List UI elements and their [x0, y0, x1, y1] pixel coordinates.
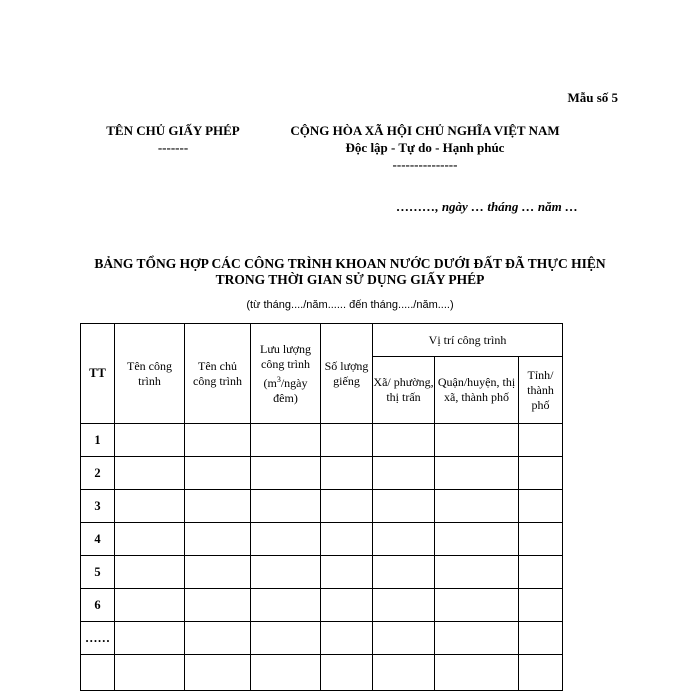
table-cell	[519, 424, 563, 457]
table-cell	[321, 457, 373, 490]
row-number: 5	[81, 556, 115, 589]
table-cell	[519, 490, 563, 523]
header-owner-name: Tên chủ công trình	[185, 324, 251, 424]
table-cell	[435, 622, 519, 655]
table-cell	[185, 424, 251, 457]
table-cell	[321, 556, 373, 589]
table-cell	[115, 655, 185, 691]
table-body	[81, 424, 563, 691]
table-row	[81, 655, 563, 691]
header-location: Vị trí công trình	[373, 324, 563, 357]
table-cell	[373, 622, 435, 655]
date-line: ………, ngày … tháng … năm …	[396, 199, 578, 214]
table-row	[81, 622, 563, 655]
table-cell	[435, 556, 519, 589]
table-cell	[251, 556, 321, 589]
table-cell	[373, 424, 435, 457]
header-commune: Xã/ phường, thị trấn	[373, 357, 435, 424]
table-cell	[185, 622, 251, 655]
table-cell	[251, 424, 321, 457]
table-cell	[185, 490, 251, 523]
table-cell	[185, 523, 251, 556]
row-number: 6	[81, 589, 115, 622]
title-line-1: BẢNG TỔNG HỢP CÁC CÔNG TRÌNH KHOAN NƯỚC DƯỚI ĐẤT ĐÃ THỰC HIỆN	[94, 256, 606, 271]
table-cell	[373, 523, 435, 556]
table-cell	[251, 589, 321, 622]
table-cell	[435, 589, 519, 622]
table-cell	[115, 622, 185, 655]
national-header	[260, 122, 590, 173]
national-motto: Độc lập - Tự do - Hạnh phúc	[345, 140, 505, 155]
flow-rate-superscript: 3	[276, 374, 281, 384]
table-cell	[251, 457, 321, 490]
table-cell	[435, 655, 519, 691]
table-cell	[373, 655, 435, 691]
row-number: 1	[81, 424, 115, 457]
table-cell	[321, 490, 373, 523]
table-cell	[185, 589, 251, 622]
table-cell	[435, 523, 519, 556]
table-cell	[373, 556, 435, 589]
summary-table	[80, 323, 563, 691]
table-cell	[321, 655, 373, 691]
flow-rate-text: Lưu lượng công trình (m	[259, 341, 312, 390]
table-cell	[519, 523, 563, 556]
title-line-2: TRONG THỜI GIAN SỬ DỤNG GIẤY PHÉP	[215, 272, 485, 287]
row-number: 3	[81, 490, 115, 523]
permit-holder-title: TÊN CHỦ GIẤY PHÉP	[106, 123, 240, 138]
table-cell	[185, 556, 251, 589]
table-cell	[115, 490, 185, 523]
table-row	[81, 556, 563, 589]
row-number: 2	[81, 457, 115, 490]
table-cell	[435, 424, 519, 457]
table-cell	[435, 457, 519, 490]
table-cell	[321, 622, 373, 655]
table-cell	[115, 589, 185, 622]
flow-rate-unit: /ngày đêm)	[273, 375, 308, 405]
table-cell	[185, 655, 251, 691]
table-cell	[519, 457, 563, 490]
header-well-count: Số lượng giếng	[321, 324, 373, 424]
header-province: Tỉnh/ thành phố	[519, 357, 563, 424]
form-code: Mẫu số 5	[567, 90, 618, 105]
table-row	[81, 589, 563, 622]
table-cell	[115, 424, 185, 457]
table-cell	[435, 490, 519, 523]
motto-separator: ---------------	[392, 157, 458, 172]
country-name: CỘNG HÒA XÃ HỘI CHỦ NGHĨA VIỆT NAM	[290, 123, 560, 138]
table-cell	[321, 424, 373, 457]
table-cell	[519, 556, 563, 589]
table-cell	[115, 457, 185, 490]
table-cell	[251, 655, 321, 691]
table-cell	[115, 523, 185, 556]
table-cell	[373, 457, 435, 490]
table-cell	[321, 589, 373, 622]
period-note: (từ tháng..../năm...... đến tháng...../năm....)	[246, 299, 454, 311]
header-project-name: Tên công trình	[115, 324, 185, 424]
header-tt: TT	[81, 324, 115, 424]
table-cell	[373, 589, 435, 622]
header-district: Quận/huyện, thị xã, thành phố	[435, 357, 519, 424]
table-row	[81, 490, 563, 523]
document-title	[60, 256, 640, 288]
row-number: 4	[81, 523, 115, 556]
table-row	[81, 424, 563, 457]
header-flow-rate	[251, 324, 321, 424]
permit-holder-separator: -------	[157, 140, 189, 155]
table-cell	[321, 523, 373, 556]
table-cell	[251, 622, 321, 655]
permit-holder-header	[90, 122, 256, 156]
table-cell	[519, 655, 563, 691]
table-cell	[115, 556, 185, 589]
row-number: ……	[81, 622, 115, 655]
table-cell	[251, 490, 321, 523]
table-cell	[519, 589, 563, 622]
table-row	[81, 523, 563, 556]
table-cell	[519, 622, 563, 655]
table-cell	[185, 457, 251, 490]
row-number	[81, 655, 115, 691]
table-row	[81, 457, 563, 490]
table-cell	[373, 490, 435, 523]
table-cell	[251, 523, 321, 556]
